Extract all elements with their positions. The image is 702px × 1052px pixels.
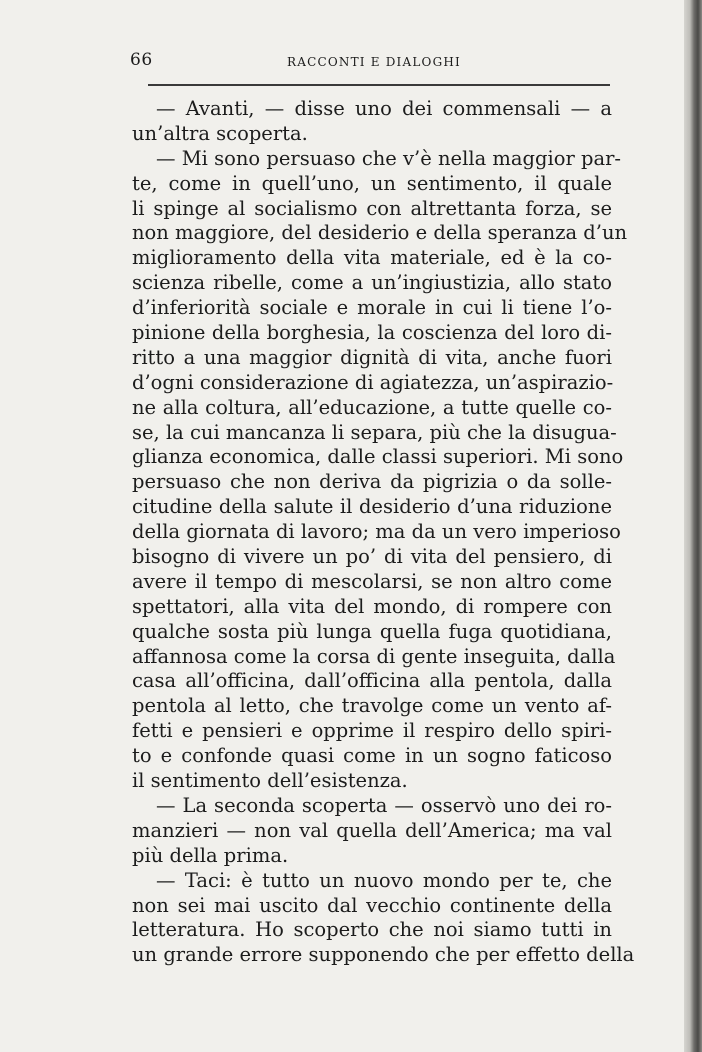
text-line: — Taci: è tutto un nuovo mondo per te, che [156, 868, 612, 892]
body-text [132, 97, 635, 968]
text-line: affannosa come la corsa di gente inseguita, dalla [132, 644, 616, 668]
text-line: spettatori, alla vita del mondo, di rompere con [132, 594, 612, 618]
text-line: glianza economica, dalle classi superiori. Mi sono [132, 445, 624, 469]
text-line: citudine della salute il desiderio d’una riduzione [132, 495, 612, 519]
book-spine-edge [684, 0, 702, 1052]
text-line: pinione della borghesia, la coscienza del loro di- [132, 321, 612, 345]
text-line: manzieri — non val quella dell’America; ma val [132, 818, 612, 842]
running-head: RACCONTI E DIALOGHI [287, 55, 461, 69]
text-line: fetti e pensieri e opprime il respiro dello spiri- [132, 719, 612, 743]
header-rule [148, 84, 610, 86]
text-line: il sentimento dell’esistenza. [132, 769, 408, 793]
text-line: letteratura. Ho scoperto che noi siamo tutti in [132, 918, 612, 942]
text-line: un grande errore supponendo che per effetto della [132, 943, 635, 967]
text-line: persuaso che non deriva da pigrizia o da solle- [132, 470, 612, 494]
text-line: casa all’officina, dall’officina alla pentola, dalla [132, 669, 612, 693]
text-line: li spinge al socialismo con altrettanta forza, se [132, 196, 612, 220]
text-line: non sei mai uscito dal vecchio continente della [132, 893, 612, 917]
text-line: — La seconda scoperta — osservò uno dei ro- [156, 793, 612, 817]
text-line: — Avanti, — disse uno dei commensali — a [156, 97, 612, 120]
text-line: pentola al letto, che travolge come un vento af- [132, 694, 612, 718]
page-number: 66 [130, 50, 153, 70]
text-line: — Mi sono persuaso che v’è nella maggior par- [156, 146, 621, 170]
text-line: d’inferiorità sociale e morale in cui li tiene l’o- [132, 296, 612, 320]
text-line: te, come in quell’uno, un sentimento, il quale [132, 171, 612, 195]
page-header [130, 50, 612, 74]
text-line: qualche sosta più lunga quella fuga quotidiana, [132, 619, 612, 643]
text-line: avere il tempo di mescolarsi, se non altro come [132, 569, 612, 593]
text-line: più della prima. [132, 843, 289, 867]
text-line: della giornata di lavoro; ma da un vero imperioso [132, 520, 621, 544]
text-line: un’altra scoperta. [132, 121, 308, 145]
text-line: scienza ribelle, come a un’ingiustizia, allo stato [132, 271, 612, 295]
text-line: ritto a una maggior dignità di vita, anche fuori [132, 345, 612, 369]
text-line: se, la cui mancanza li separa, più che la disugua- [132, 420, 617, 444]
text-line: ne alla coltura, all’educazione, a tutte quelle co- [132, 395, 612, 419]
text-line: d’ogni considerazione di agiatezza, un’aspirazio- [132, 370, 614, 394]
text-line: to e confonde quasi come in un sogno faticoso [132, 744, 612, 768]
text-line: bisogno di vivere un po’ di vita del pensiero, di [132, 545, 612, 569]
text-line: non maggiore, del desiderio e della speranza d’un [132, 221, 628, 245]
text-line: miglioramento della vita materiale, ed è la co- [132, 246, 612, 270]
